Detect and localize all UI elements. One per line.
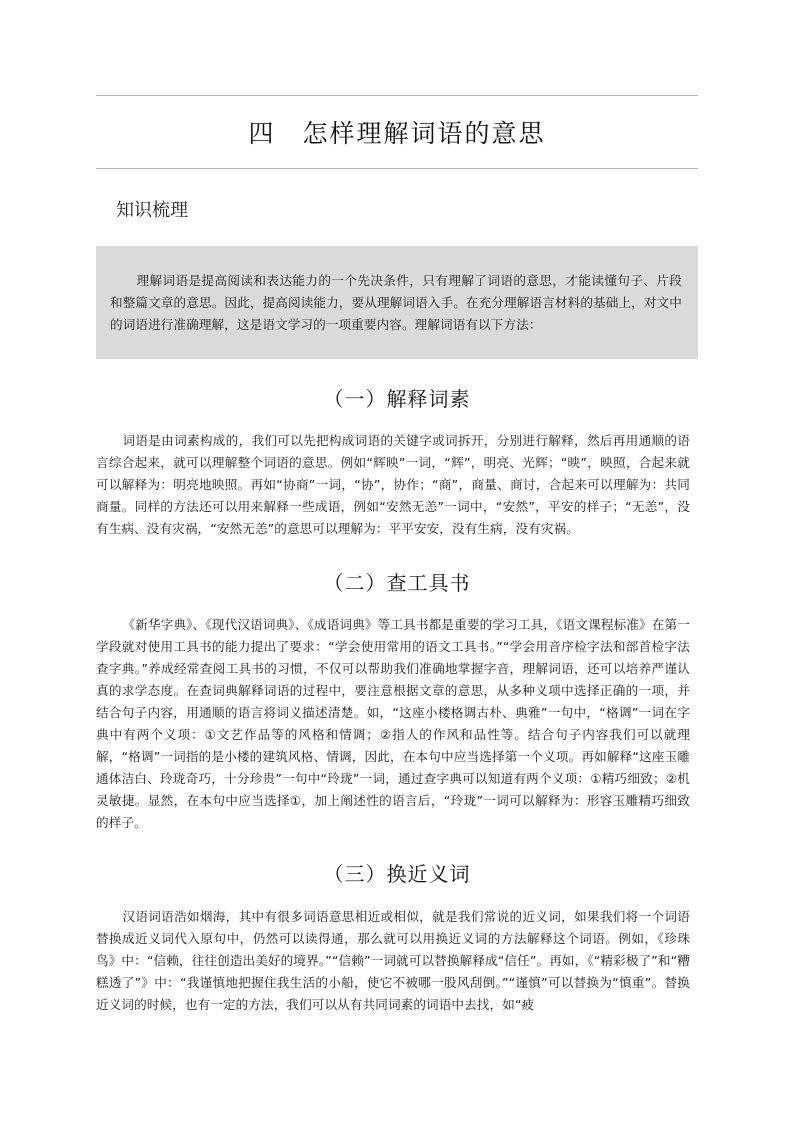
heading-synonyms: （三）换近义词 [323,862,471,886]
chapter-title: 四 怎样理解词语的意思 [248,119,546,148]
top-divider [96,95,698,96]
paragraph-synonyms: 汉语词语浩如烟海，其中有很多词语意思相近或相似，就是我们常说的近义词，如果我们将一个词语替换成近义词代入原句中，仍然可以读得通，那么就可以用换近义词的方法解释这个词语。例如，《珍珠鸟》中：“信赖，往往创造出美好的境界。”“信赖”一词就可以替换解释成“信任”。再如，《“精彩极了”和“糟糕透了”》中：“我谨慎地把握住我生活的小船，使它不被哪一股风刮倒。”“谨慎”可以替换为“慎重”。替换近义词的时候，也有一定的方法，我们可以从有共同词素的词语中去找，如“疲 [96,909,690,1012]
bottom-divider [96,168,698,169]
section-body-1 [96,430,690,540]
paragraph-reference-books: 《新华字典》、《现代汉语词典》、《成语词典》等工具书都是重要的学习工具，《语文课程标准》在第一学段就对使用工具书的能力提出了要求：“学会使用常用的语文工具书。”“学会用音序检字法和部首检字法查字典。”养成经常查阅工具书的习惯，不仅可以帮助我们准确地掌握字音，理解词语，还可以培养严谨认真的求学态度。在查词典解释词语的过程中，要注意根据文章的意思，从多种义项中选择正确的一项，并结合句子内容，用通顺的语言将词义描述清楚。如，“这座小楼格调古朴、典雅”一句中，“格调”一词在字典中有两个义项：①文艺作品等的风格和情调；②指人的作风和品性等。结合句子内容我们可以就理解，“格调”一词指的是小楼的建筑风格、情调，因此，在本句中应当选择第一个义项。再如解释“这座玉雕通体洁白、玲珑奇巧，十分珍贵”一句中“玲珑”一词，通过查字典可以知道有两个义项：①精巧细致；②机灵敏捷。显然，在本句中应当选择①，加上阐述性的语言后，“玲珑”一词可以解释为：形容玉雕精巧细致的样子。 [96,617,690,830]
paragraph-explain-morphemes: 词语是由词素构成的，我们可以先把构成词语的关键字或词拆开，分别进行解释，然后再用通顺的语言综合起来，就可以理解整个词语的意思。例如“辉映”一词，“辉”，明亮、光辉；“映”，映照，合起来就可以解释为：明亮地映照。再如“协商”一词，“协”，协作；“商”，商量、商讨，合起来可以理解为：共同商量。同样的方法还可以用来解释一些成语，例如“安然无恙”一词中，“安然”，平安的样子；“无恙”，没有生病、没有灾祸，“安然无恙”的意思可以理解为：平平安安，没有生病，没有灾祸。 [96,433,690,536]
section-body-3 [96,906,690,1016]
intro-paragraph: 理解词语是提高阅读和表达能力的一个先决条件，只有理解了词语的意思，才能读懂句子、片段和整篇文章的意思。因此，提高阅读能力，要从理解词语入手。在充分理解语言材料的基础上，对文中的词语进行准确理解，这是语文学习的一项重要内容。理解词语有以下方法： [110,273,682,332]
heading-explain-morphemes: （一）解释词素 [323,387,471,411]
heading-reference-books: （二）查工具书 [323,571,471,595]
section-body-2 [96,614,690,834]
section-label: 知识梳理 [116,200,188,221]
intro-box [96,246,698,359]
